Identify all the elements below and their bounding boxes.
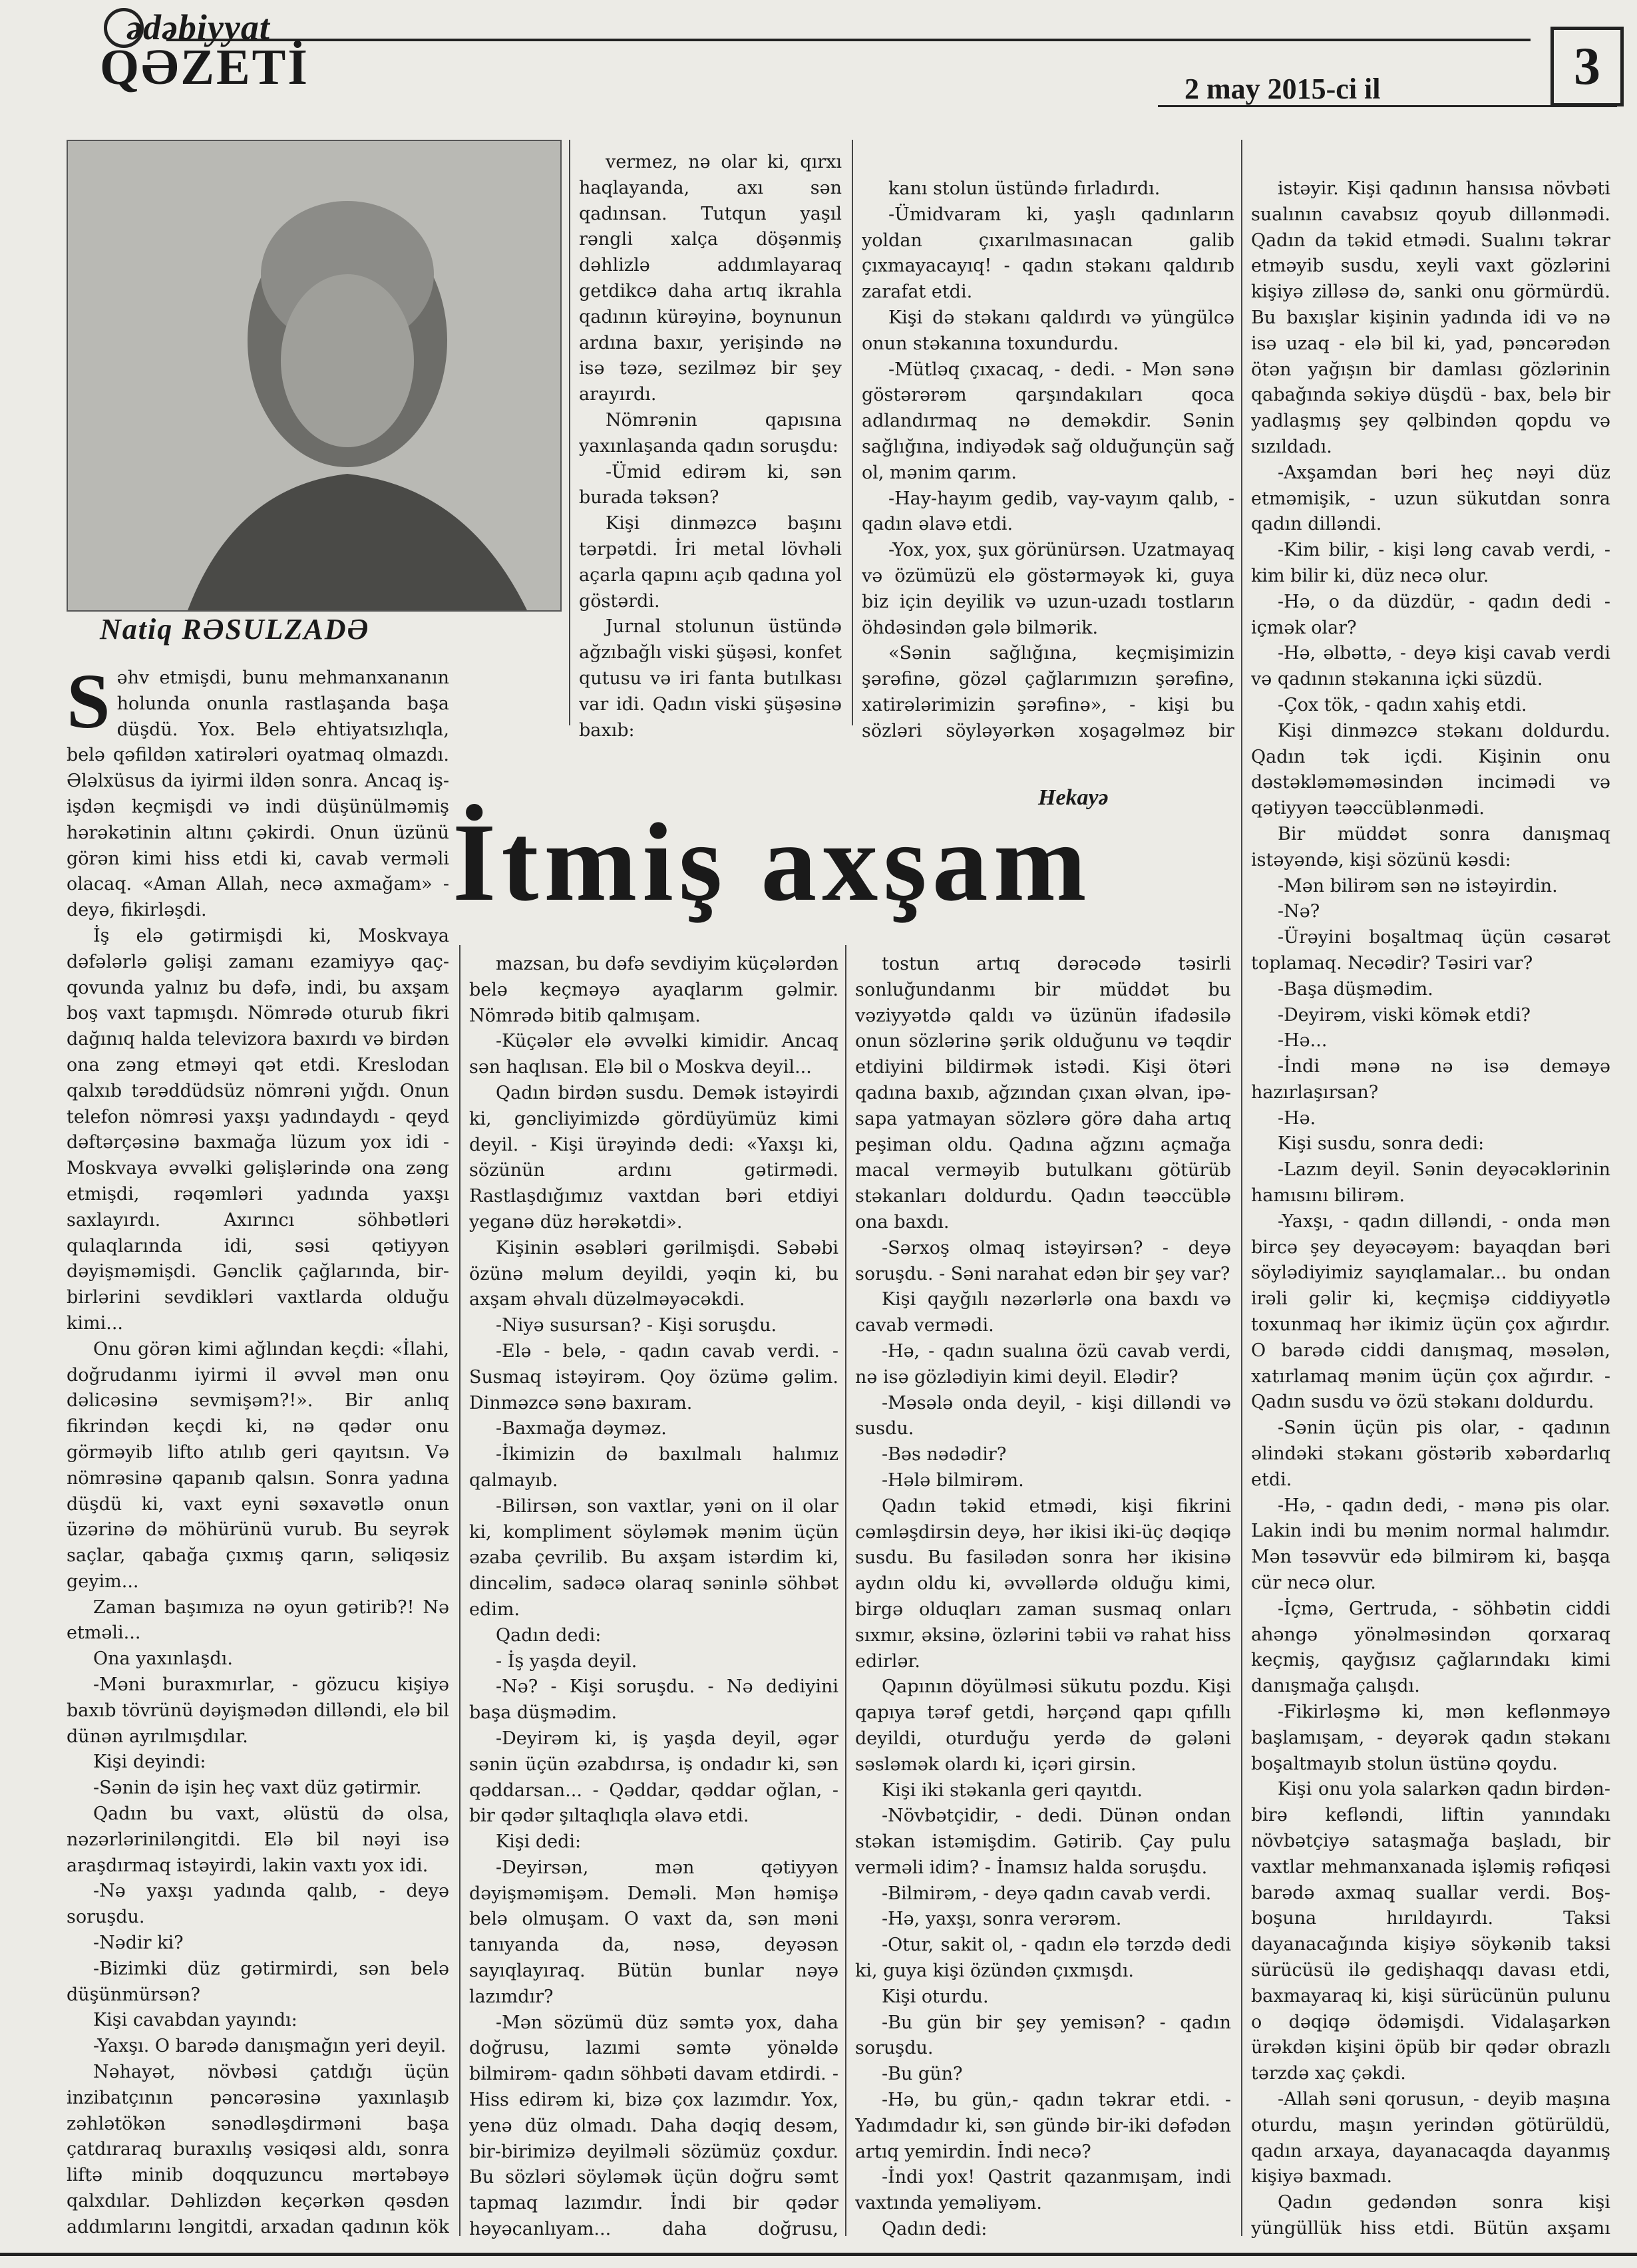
author-portrait-image xyxy=(68,141,560,610)
paragraph: -Məni buraxmırlar, - gözucu kişiyə baxıb tövrünü dəyişmədən dilləndi, elə bil dünən ayrılmışdılar. xyxy=(67,1674,449,1747)
paragraph: -Bizimki düz gətirmirdi, sən belə düşünmürsən? xyxy=(67,1958,449,2005)
paragraph: -Hə, əlbəttə, - deyə kişi cavab verdi və qadının stəkanına içki süzdü. xyxy=(1251,643,1610,690)
paragraph: -Deyirəm ki, iş yaşda deyil, əgər sənin üçün əzabdırsa, iş ondadır ki, sən qəddarsan... - Qəddar, qəddar oğlan, - bir qədər şıltaqlıqla əlavə etdi. xyxy=(469,1728,838,1827)
paragraph: -Sənin üçün pis olar, - qadının əlindəki stəkanı göstərib xəbərdarlıq etdi. xyxy=(1251,1418,1610,1490)
paragraph: -Deyirsən, mən qətiyyən dəyişməmişəm. Deməli. Mən həmişə belə olmuşam. O vaxt da, sən məni tanıyanda da, nəsə, deyəsən sayıqlayıraq. Bütün bunlar nəyə lazımdır? xyxy=(469,1857,838,2007)
paragraph: -Otur, sakit ol, - qadın elə tərzdə dedi ki, guya kişi özündən çıxmışdı. xyxy=(855,1935,1231,1982)
paragraph: -Sərxoş olmaq istəyirsən? - deyə soruşdu. - Səni narahat edən bir şey var? xyxy=(855,1237,1231,1284)
paragraph: Kişi qayğılı nəzərlərlə ona baxdı və cavab vermədi. xyxy=(855,1289,1231,1336)
paragraph: Jurnal stolunun üstündə ağzıbağlı viski şüşəsi, konfet qutusu və iri fanta butılkası var idi. Qadın viski şüşəsinə baxıb: xyxy=(579,616,842,741)
paragraph: İş elə gətirmişdi ki, Moskvaya dəfələrlə gəlişi zamanı ezamiyyə qaç-qovunda yalnız bu dəfə, indi, bu axşam boş vaxt tapmışdı. Nömrədə oturub fikri dağınıq halda televizora baxırdı və birdən ona zəng etməyi qət etdi. Kreslodan qalxıb tərəddüdsüz nömrəni yığdı. Onun telefon nömrəsi yaxşı yadındaydı - qeyd dəftərçəsinə baxmağa lüzum yox idi - Moskvaya əvvəlki gəlişlərində ona zəng etmişdi, rəqəmləri yadında yaxşı saxlayırdı. Axırıncı söhbətləri qulaqlarında idi, səsi qətiyyən dəyişməmişdi. Gənclik çağlarında, bir-birlərini sevdikləri vaxtlarda olduğu kimi... xyxy=(67,925,449,1334)
paragraph: -Hə, - qadın dedi, - mənə pis olar. Lakin indi bu mənim normal halımdır. Mən təsəvvür edə bilmirəm ki, başqa cür necə olur. xyxy=(1251,1495,1610,1594)
paragraph: -Bu gün? xyxy=(882,2064,963,2085)
paragraph: -İndi mənə nə isə deməyə hazırlaşırsan? xyxy=(1251,1056,1610,1103)
paragraph: mazsan, bu dəfə sevdiyim küçələrdən belə keçməyə ayaqlarım gəlmir. Nömrədə bitib qalmışam. xyxy=(469,954,838,1026)
paragraph: -Hələ bilmirəm. xyxy=(882,1469,1024,1491)
paragraph: Kişi iki stəkanla geri qayıtdı. xyxy=(882,1780,1143,1801)
article-column-top-2 xyxy=(579,150,842,742)
paragraph: -Hə, yaxşı, sonra verərəm. xyxy=(882,1909,1122,1930)
paragraph: -Ümid edirəm ki, sən burada təksən? xyxy=(579,461,842,508)
column-divider xyxy=(569,140,570,725)
page-number: 3 xyxy=(1550,27,1624,106)
paragraph: -Hə, o da düzdür, - qadın dedi - içmək olar? xyxy=(1251,591,1610,638)
paragraph: Kişinin əsəbləri gərilmişdi. Səbəbi özünə məlum deyildi, yəqin ki, bu axşam əhvalı düzəlməyəcəkdi. xyxy=(469,1237,838,1310)
paragraph: -Deyirəm, viski kömək etdi? xyxy=(1278,1004,1531,1026)
paragraph: -Mən bilirəm sən nə istəyirdin. xyxy=(1278,875,1558,896)
paragraph: Qadın bu vaxt, əlüstü də olsa, nəzərləriniləngitdi. Elə bil nəyi isə araşdırmaq istəyirdi, lakin vaxtı yox idi. xyxy=(67,1803,449,1876)
column-divider xyxy=(459,945,460,2236)
column-divider xyxy=(845,945,846,2236)
paragraph: Kişi deyindi: xyxy=(93,1752,206,1773)
paragraph: Ona yaxınlaşdı. xyxy=(93,1648,233,1670)
article-title: İtmiş axşam xyxy=(453,801,1092,924)
author-name: Natiq RƏSULZADƏ xyxy=(100,613,370,646)
paragraph: -Hə, bu gün,- qadın təkrar etdi. - Yadımdadır ki, sən gündə bir-iki dəfədən artıq yemirdin. İndi necə? xyxy=(855,2090,1231,2162)
paragraph: Kişi dinməzcə başını tərpətdi. İri metal lövhəli açarla qapını açıb qadına yol göstərdi. xyxy=(579,513,842,612)
paragraph: Kişi onu yola salarkən qadın birdən-birə kefləndi, liftin yanındakı növbətçiyə sataşmağa başladı, bir vaxtlar mehmanxanada işləmiş rəfiqəsi barədə axmaq suallar verdi. Boş-boşuna hırıldayırdı. Taksi dayanacağında kişiyə söykənib taksi sürücüsü ilə gedişhaqqı davası etdi, baxmayaraq ki, kişi sürücünün pulunu o dəqiqə ödəmişdi. Vidalaşarkən ürəkdən kişini öpüb bir qədər obrazlı tərzdə xaç çəkdi. xyxy=(1251,1779,1610,2084)
paragraph: Kişi dedi: xyxy=(496,1831,582,1853)
paragraph: -Yaxşı. O barədə danışmağın yeri deyil. xyxy=(93,2036,447,2057)
paragraph: -Elə - belə, - qadın cavab verdi. - Susmaq istəyirəm. Qoy özümə gəlim. Dinməzcə sənə baxıram. xyxy=(469,1340,838,1414)
paragraph: -Allah səni qorusun, - deyib maşına oturdu, maşın yerindən götürüldü, qadın arxaya, dayanacaqda dayanmış kişiyə baxmadı. xyxy=(1251,2088,1610,2187)
paragraph: -Bəs nədədir? xyxy=(882,1444,1007,1465)
paragraph: Qadın dedi: xyxy=(882,2219,988,2240)
paragraph: -Mütləq çıxacaq, - dedi. - Mən sənə göstərərəm qarşındakıları qoca adlandırmaq nə deməkdir. Sənin sağlığına, indiyədək sağ olduğunçün sağ ol, mənim qarım. xyxy=(862,359,1234,483)
paragraph: Kişi susdu, sonra dedi: xyxy=(1278,1133,1485,1155)
paragraph: -İndi yox! Qastrit qazanmışam, indi vaxtında yeməliyəm. xyxy=(855,2167,1231,2214)
article-column-bottom-3 xyxy=(855,952,1231,2243)
paragraph: əhv etmişdi, bunu mehmanxananın holunda onunla rastlaşanda başa düşdü. Yox. Belə ehtiyatsızlıqla, belə qəfildən xatirələri oyatmaq olmazdı. Ələlxüsus da iyirmi ildən sonra. Ancaq iş-işdən keçmişdi və indi düşünülməmiş hərəkətinin altını çəkirdi. Onun üzünü görən kimi hiss etdi ki, cavab verməli olacaq. «Aman Allah, necə axmağam» - deyə, fikirləşdi. xyxy=(67,667,449,921)
article-column-left xyxy=(67,665,449,2243)
paragraph: -Məsələ onda deyil, - kişi dilləndi və susdu. xyxy=(855,1392,1231,1439)
paragraph: -Mən sözümü düz səmtə yox, daha doğrusu, lazımi səmtə yönəldə bilmirəm- qadın söhbəti davam etdirdi. -Hiss edirəm ki, bizə çox lazımdır. Yox, yenə düz olmadı. Daha dəqiq desəm, bir-birimizə deyilməli sözümüz çoxdur. Bu sözləri söyləmək üçün doğru səmt tapmaq lazımdır. İndi bir qədər həyəcanlıyam... daha doğrusu, xyxy=(469,2012,838,2240)
date-rule xyxy=(1158,105,1617,107)
paragraph: Qadın təkid etmədi, kişi fikrini cəmləşdirsin deyə, hər ikisi iki-üç dəqiqə susdu. Bu fasilədən sonra hər ikisinə aydın oldu ki, əvvəllərdə olduğu kimi, birgə olduqları zaman susmaq onları sıxmır, əksinə, özlərini təbii və rahat hiss edirlər. xyxy=(855,1495,1231,1672)
paragraph: Qadın birdən susdu. Demək istəyirdi ki, gəncliyimizdə gördüyümüz kimi deyil. - Kişi ürəyində dedi: «Yaxşı ki, sözünün ardını gətirmədi. Rastlaşdığımız vaxtdan bəri etdiyi yeganə düz hərəkətdi». xyxy=(469,1082,838,1232)
paragraph: tostun artıq dərəcədə təsirli sonluğundanmı bir müddət bu vəziyyətdə qaldı və üzünün ifadəsilə onun sözlərinə şərik olduğunu və təqdir etdiyini bildirmək istədi. Kişi ötəri qadına baxıb, ağzından çıxan əlvan, ipə-sapa yatmayan sözlərə görə daha artıq peşiman oldu. Qadına ağzını açmağa macal verməyib butulkanı götürüb stəkanları doldurdu. Qadın təəccüblə ona baxdı. xyxy=(855,954,1231,1232)
paragraph: Kişi cavabdan yayındı: xyxy=(93,2010,297,2031)
paragraph: -Hay-hayım gedib, vay-vayım qalıb, - qadın əlavə etdi. xyxy=(862,488,1234,535)
paragraph: -Hə. xyxy=(1278,1107,1316,1129)
article-column-bottom-2 xyxy=(469,952,838,2243)
paragraph: Kişi dinməzcə stəkanı doldurdu. Qadın tək içdi. Kişinin onu dəstəkləməməsindən incimədi və qətiyyən təəccüblənmədi. xyxy=(1251,720,1610,819)
paragraph: Zaman başımıza nə oyun gətirib?! Nə etməli... xyxy=(67,1597,449,1644)
paragraph: Qadın gedəndən sonra kişi yüngüllük hiss etdi. Bütün axşamı xyxy=(1251,2192,1610,2239)
paragraph: -Növbətçidir, - dedi. Dünən ondan stəkan istəmişdim. Gətirib. Çay pulu verməli idim? - İnamsız halda soruşdu. xyxy=(855,1805,1231,1878)
paragraph: -Nədir ki? xyxy=(93,1933,184,1954)
paragraph: -Fikirləşmə ki, mən keflənməyə başlamışam, - deyərək qadın stəkanı boşaltmayıb stolun üstünə qoydu. xyxy=(1251,1702,1610,1774)
logo-bottom-text: QƏZETİ xyxy=(100,39,309,95)
paragraph: - İş yaşda deyil. xyxy=(496,1650,637,1672)
paragraph: -Hə... xyxy=(1278,1030,1328,1051)
newspaper-logo xyxy=(100,7,379,95)
paragraph: -Hə, - qadın sualına özü cavab verdi, nə isə gözlədiyin kimi deyil. Elədir? xyxy=(855,1340,1231,1388)
paragraph: -Küçələr elə əvvəlki kimidir. Ancaq sən haqlısan. Elə bil o Moskva deyil... xyxy=(469,1031,838,1078)
paragraph: kanı stolun üstündə fırladırdı. xyxy=(888,178,1161,199)
paragraph: -Axşamdan bəri heç nəyi düz etməmişik, - uzun sükutdan sonra qadın dilləndi. xyxy=(1251,462,1610,535)
paragraph: Kişi oturdu. xyxy=(882,1986,989,2007)
paragraph: -Bilirsən, son vaxtlar, yəni on il olar ki, kompliment söyləmək mənim üçün əzaba çevrilib. Bu axşam istərdim ki, dincəlim, sadəcə olaraq səninlə söhbət edim. xyxy=(469,1495,838,1620)
paragraph: istəyir. Kişi qadının hansısa növbəti sualının cavabsız qoyub dillənmədi. Qadın da təkid etmədi. Sualını təkrar etməyib susdu, xeyli vaxt gözlərini kişiyə zilləsə də, sanki onu görmürdü. Bu baxışlar kişinin yadında idi və nə isə uzaq - elə bil ki, yad, pəncərədən ötən yağışın bir damlası gözlərinin qabağında səkiyə düşdü - bax, belə bir yadlaşmış şey qəlbindən qopdu və sızıldadı. xyxy=(1251,178,1610,457)
paragraph: -İkimizin də baxılmalı halımız qalmayıb. xyxy=(469,1444,838,1491)
paragraph: -İçmə, Gertruda, - söhbətin ciddi ahəngə yönəlməsindən qorxaraq keçmiş, qayğısız çağlarındakı kimi danışmağa çalışdı. xyxy=(1251,1598,1610,1697)
column-divider xyxy=(1241,140,1242,2236)
paragraph: -Niyə susursan? - Kişi soruşdu. xyxy=(496,1315,777,1336)
paragraph: Kişi də stəkanı qaldırdı və yüngülcə onun stəkanına toxundurdu. xyxy=(862,307,1234,354)
genre-label: Hekayə xyxy=(1038,785,1109,810)
paragraph: -Lazım deyil. Sənin deyəcəklərinin hamısını bilirəm. xyxy=(1251,1159,1610,1207)
paragraph: -Çox tök, - qadın xahiş etdi. xyxy=(1278,694,1527,715)
paragraph: -Bilmirəm, - deyə qadın cavab verdi. xyxy=(882,1883,1212,1904)
issue-date: 2 may 2015-ci il xyxy=(1184,73,1381,105)
article-column-top-3 xyxy=(862,176,1234,742)
paragraph: -Baxmağa dəyməz. xyxy=(496,1418,667,1439)
paragraph: -Bu gün bir şey yemisən? - qadın soruşdu. xyxy=(855,2012,1231,2059)
logo-top-text: ədəbiyyat xyxy=(126,7,270,47)
paragraph: -Yaxşı, - qadın dilləndi, - onda mən bircə şey deyəcəyəm: bayaqdan bəri söylədiyimiz sayıqlamalar... bu ondan irəli gəlir ki, keçmişə ciddiyyətlə toxunmaq hər ikimiz üçün çox ağırdır. O barədə ciddi danışmaq, məsələn, xatırlamaq mənim üçün çox ağırdır. - Qadın susdu və özü stəkanı doldurdu. xyxy=(1251,1211,1610,1413)
paragraph: Nəhayət, növbəsi çatdığı üçün inzibatçının pəncərəsinə yaxınlaşıb zəhlətökən sənədləşdirməni başa çatdıraraq buraxılış vəsiqəsi aldı, sonra liftə minib doqquzuncu mərtəbəyə qalxdılar. Dəhlizdən keçərkən qəsdən addımlarını ləngitdi, arxadan qadının kök xyxy=(67,2062,449,2237)
paragraph: vermez, nə olar ki, qırxı haqlayanda, axı sən qadınsan. Tutqun yaşıl rəngli xalça döşənmiş dəhlizlə addımlayaraq getdikcə daha artıq ikrahla qadının kürəyinə, boynunun ardına baxır, yerişində nə isə təzə, sezilməz bir şey arayırdı. xyxy=(579,152,842,405)
paragraph: -Nə? - Kişi soruşdu. - Nə dediyini başa düşmədim. xyxy=(469,1676,838,1724)
bottom-rule xyxy=(0,2253,1637,2256)
drop-cap: S xyxy=(67,665,110,745)
paragraph: -Yox, yox, şux görünürsən. Uzatmayaq və özümüzü elə göstərməyək ki, guya biz için deyilik və uzun-uzadı tostların öhdəsindən gələ bilmərik. xyxy=(862,540,1234,638)
paragraph: -Başa düşmədim. xyxy=(1278,978,1433,1000)
paragraph: -Nə? xyxy=(1278,901,1320,922)
paragraph: Qapının döyülməsi sükutu pozdu. Kişi qapıya tərəf getdi, hərçənd qapı qıfıllı deyildi, oturduğu yerdə də gələni səsləmək olardı ki, içəri girsin. xyxy=(855,1676,1231,1775)
paragraph: Nömrənin qapısına yaxınlaşanda qadın soruşdu: xyxy=(579,409,842,457)
paragraph: Qadın dedi: xyxy=(496,1624,602,1646)
paragraph: -Ümidvaram ki, yaşlı qadınların yoldan çıxarılmasınacan galib çıxmayacayıq! - qadın stəkanı qaldırıb zarafat etdi. xyxy=(862,204,1234,303)
article-column-right xyxy=(1251,176,1610,2239)
paragraph: «Sənin sağlığına, keçmişimizin şərəfinə, gözəl çağlarımızın şərəfinə, xatirələrimizin şərəfinə», - kişi bu sözləri söyləyərkən xoşagəlməz bir xyxy=(862,643,1234,741)
paragraph: Bir müddət sonra danışmaq istəyəndə, kişi sözünü kəsdi: xyxy=(1251,823,1610,870)
paragraph: Onu görən kimi ağlından keçdi: «İlahi, doğrudanmı iyirmi il əvvəl mən onu dəlicəsinə sevmişəm?!». Bir anlıq fikrindən keçdi ki, nə qədər onu görməyib lifto atılıb geri qayıtsın. Və nömrəsinə qapanıb qalsın. Sonra yadına düşdü ki, vaxt eyni səxavətlə onun üzərinə də möhürünü vurub. Bu seyrək saçlar, qabağa çıxmış qarın, səliqəsiz geyim... xyxy=(67,1338,449,1592)
paragraph: -Kim bilir, - kişi ləng cavab verdi, - kim bilir ki, düz necə olur. xyxy=(1251,540,1610,586)
author-photo xyxy=(67,140,562,612)
paragraph: -Nə yaxşı yadında qalıb, - deyə soruşdu. xyxy=(67,1881,449,1928)
paragraph: -Sənin də işin heç vaxt düz gətirmir. xyxy=(93,1778,422,1799)
paragraph: -Ürəyini boşaltmaq üçün cəsarət toplamaq. Necədir? Təsiri var? xyxy=(1251,927,1610,974)
column-divider xyxy=(852,140,853,725)
